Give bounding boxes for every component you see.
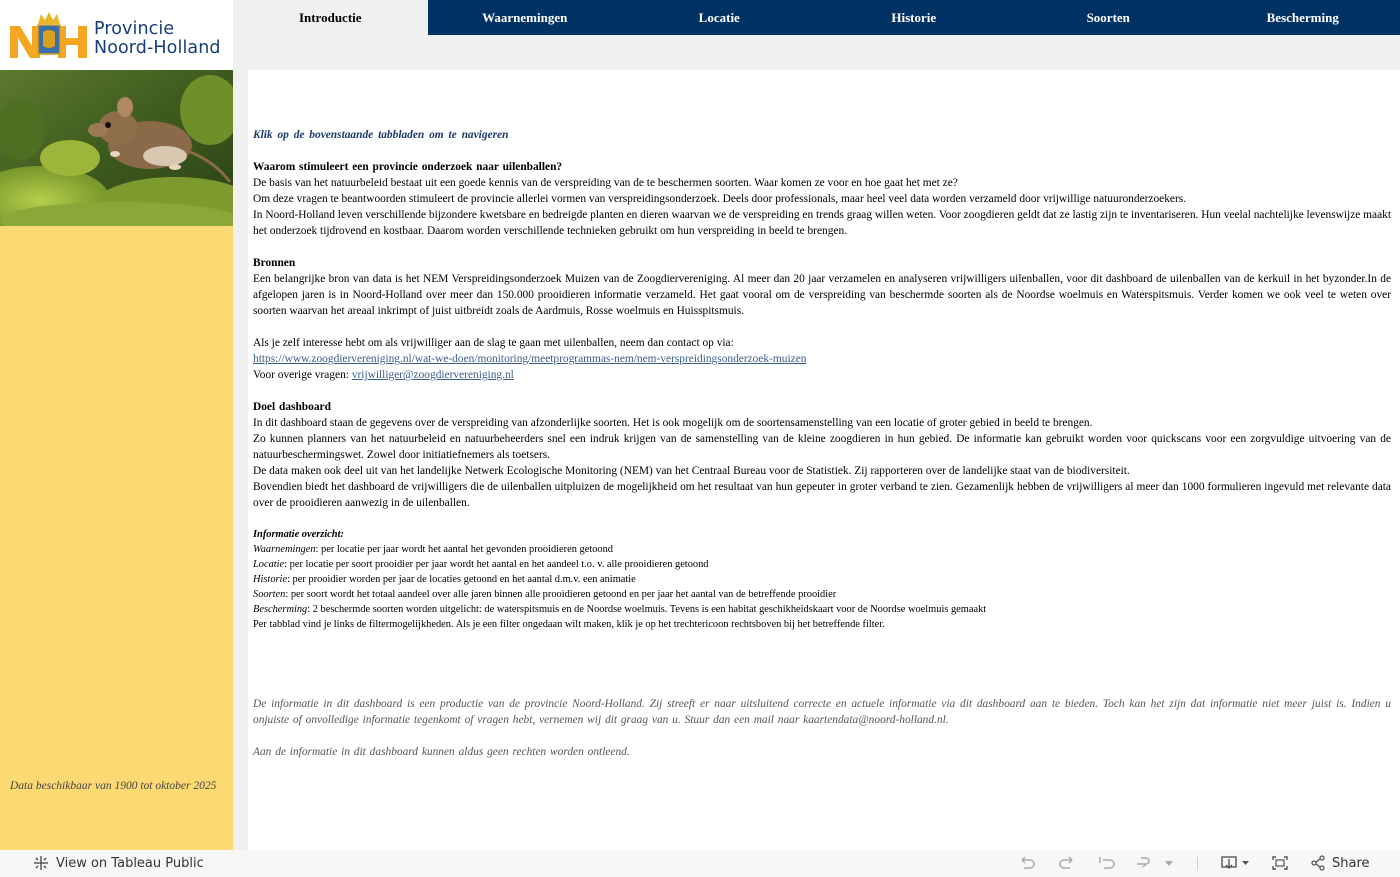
revert-icon[interactable] — [1098, 855, 1116, 871]
overview-item-name: Locatie — [253, 559, 285, 570]
tab-bar — [233, 0, 1400, 35]
overview-heading: Informatie overzicht: — [253, 529, 344, 540]
zoogdiervereniging-link[interactable]: https://www.zoogdiervereniging.nl/wat-we-doen/monitoring/meetprogrammas-nem/nem-verspreidingsonderzoek-muizen — [253, 353, 807, 365]
tab-historie[interactable]: Historie — [891, 10, 937, 25]
section-heading-waarom: Waarom stimuleert een provincie onderzoek naar uilenballen? — [253, 161, 563, 173]
paragraph: Als je zelf interesse hebt om als vrijwilliger aan de slag te gaan met uilenballen, neem dan contact op via: — [253, 337, 734, 349]
download-icon[interactable] — [1220, 855, 1250, 871]
section-heading-bronnen: Bronnen — [253, 257, 296, 269]
sidebar — [0, 70, 233, 850]
overview-item-text: : per soort wordt het totaal aandeel over alle jaren binnen alle prooidieren getoond en per jaar het aantal van de betreffende prooidier — [285, 589, 837, 600]
tableau-logo-icon — [33, 855, 49, 871]
disclaimer-paragraph: De informatie in dit dashboard is een productie van de provincie Noord-Holland. Zij streeft er naar uitsluitend correcte en actuele informatie via dit dashboard aan te bieden. Toch kan het zijn dat informatie niet meer juist is. Indien u onjuiste of onvolledige informatie tegenkomt of vragen hebt, vernemen wij dit graag van u. Stuur dan een mail naar kaartendata@noord-holland.nl. — [253, 698, 1391, 726]
tab-bescherming[interactable]: Bescherming — [1266, 10, 1339, 25]
paragraph: De basis van het natuurbeleid bestaat uit een goede kennis van de verspreiding van de te beschermen soorten. Waar komen ze voor en hoe gaat het met ze? — [253, 177, 958, 189]
paragraph: In Noord-Holland leven verschillende bijzondere kwetsbare en bedreigde planten en dieren waarvan we de verspreiding en trends graag willen weten. Voor zoogdieren geldt dat ze lastig zijn te inventariseren. Hun veelal nachtelijke levenswijze maakt het onderzoek tijdrovend en kostbaar. Daarom worden verschillende technieken gebruikt om hun verspreiding in beeld te brengen. — [253, 209, 1391, 237]
content-panel — [248, 70, 1400, 850]
undo-icon[interactable] — [1018, 855, 1036, 871]
overview-item-name: Soorten — [253, 589, 286, 600]
view-on-tableau-public-button[interactable] — [33, 855, 204, 871]
overview-item — [253, 557, 1391, 572]
paragraph: In dit dashboard staan de gegevens over de verspreiding van afzonderlijke soorten. Het is ook mogelijk om de soortensamenstelling van een locatie of groter gebied in beeld te brengen. — [253, 417, 1093, 429]
share-icon — [1310, 855, 1326, 871]
share-button[interactable] — [1310, 855, 1370, 871]
tab-locatie[interactable]: Locatie — [698, 10, 740, 25]
section-heading-doel: Doel dashboard — [253, 401, 331, 413]
paragraph: Een belangrijke bron van data is het NEM Verspreidingsonderzoek Muizen van de Zoogdiervereniging. Al meer dan 20 jaar verzamelen en analyseren vrijwilligers uilenballen, voor dit dashboard de uilenballen van de kerkuil in het byzonder.In de afgelopen jaren is in Noord-Holland over meer dan 150.000 prooidieren informatie verzameld. Het gaat vooral om de verspreiding van beschermde soorten als de Noordse woelmuis en Waterspitsmuis. Verder komen we ook veel te weten over soorten waarvan het areaal inkrimpt of juist uitbreidt zoals de Aardmuis, Rosse woelmuis en Huisspitsmuis. — [253, 273, 1391, 317]
paragraph: Bovendien biedt het dashboard de vrijwilligers die de uilenballen uitpluizen de mogelijkheid om het resultaat van hun gepeuter in groter verband te zien. Gezamenlijk hebben de vrijwilligers al meer dan 1000 formulieren ingevuld met relevante data over de prooidieren aanwezig in de uilenballen. — [253, 481, 1391, 509]
logo-area — [0, 0, 233, 70]
volunteer-email-link[interactable]: vrijwilliger@zoogdiervereniging.nl — [351, 369, 514, 381]
mouse-photo — [0, 70, 233, 226]
share-label: Share — [1332, 855, 1370, 871]
logo-line-1: Provincie — [94, 19, 175, 39]
pause-dropdown-icon[interactable] — [1164, 855, 1174, 871]
overview-item — [253, 572, 1391, 587]
logo-text — [94, 20, 221, 58]
tab-waarnemingen[interactable]: Waarnemingen — [482, 10, 568, 25]
data-availability-note: Data beschikbaar van 1900 tot oktober 2025 — [10, 780, 217, 792]
toolbar-separator — [1197, 857, 1198, 870]
overview-item-text: : per prooidier worden per jaar de locaties getoond en het aantal d.m.v. een animatie — [287, 574, 636, 585]
paragraph: Om deze vragen te beantwoorden stimuleert de provincie allerlei vormen van verspreidingsonderzoek. Deels door professionals, maar heel veel data worden verzameld door vrijwillige natuuronderzoekers. — [253, 193, 1187, 205]
logo-line-2: Noord-Holland — [94, 38, 221, 58]
redo-icon[interactable] — [1058, 855, 1076, 871]
overview-item — [253, 542, 1391, 557]
other-questions-line — [253, 367, 1391, 383]
intro-text — [253, 127, 1391, 632]
overview-item-text: : 2 beschermde soorten worden uitgelicht: de waterspitsmuis en de Noordse woelmuis. Tevens is een habitat geschikheidskaart voor de Noordse woelmuis gemaakt — [307, 604, 987, 615]
overview-item-text: : per locatie per jaar wordt het aantal het gevonden prooidieren getoond — [315, 544, 613, 555]
information-overview — [253, 527, 1391, 632]
refresh-icon[interactable] — [1135, 855, 1153, 871]
tab-introductie[interactable]: Introductie — [233, 0, 428, 35]
tableau-toolbar — [0, 850, 1400, 877]
overview-item-text: : per locatie per soort prooidier per jaar wordt het aantal en het aandeel t.o. v. alle prooidieren getoond — [284, 559, 709, 570]
view-on-tableau-label: View on Tableau Public — [56, 855, 204, 871]
other-questions-label: Voor overige vragen: — [253, 369, 349, 381]
overview-item-name: Historie — [253, 574, 288, 585]
disclaimer — [253, 696, 1391, 760]
disclaimer-paragraph: Aan de informatie in dit dashboard kunnen aldus geen rechten worden ontleend. — [253, 746, 630, 758]
navigation-hint: Klik op de bovenstaande tabbladen om te navigeren — [253, 129, 509, 141]
paragraph: De data maken ook deel uit van het landelijke Netwerk Ecologische Monitoring (NEM) van het Centraal Bureau voor de Statistiek. Zij rapporteren over de landelijke staat van de biodiversiteit. — [253, 465, 1130, 477]
overview-footer: Per tabblad vind je links de filtermogelijkheden. Als je een filter ongedaan wilt maken, klik je op het trechtericoon rechtsboven bij het betreffende filter. — [253, 619, 885, 630]
overview-item — [253, 602, 1391, 617]
provincie-noord-holland-logo — [10, 12, 88, 58]
overview-item-name: Bescherming — [253, 604, 308, 615]
fullscreen-icon[interactable] — [1271, 855, 1289, 871]
overview-item — [253, 587, 1391, 602]
tab-soorten[interactable]: Soorten — [1086, 10, 1130, 25]
overview-item-name: Waarnemingen — [253, 544, 316, 555]
paragraph: Zo kunnen planners van het natuurbeleid en natuurbeheerders snel een indruk krijgen van de samenstelling van de kleine zoogdieren in hun gebied. De informatie kan gebruikt worden voor quickscans voor een zorgvuldige uitvoering van de natuurbeschermingswet. Zowel door initiatiefnemers als toetsers. — [253, 433, 1391, 461]
